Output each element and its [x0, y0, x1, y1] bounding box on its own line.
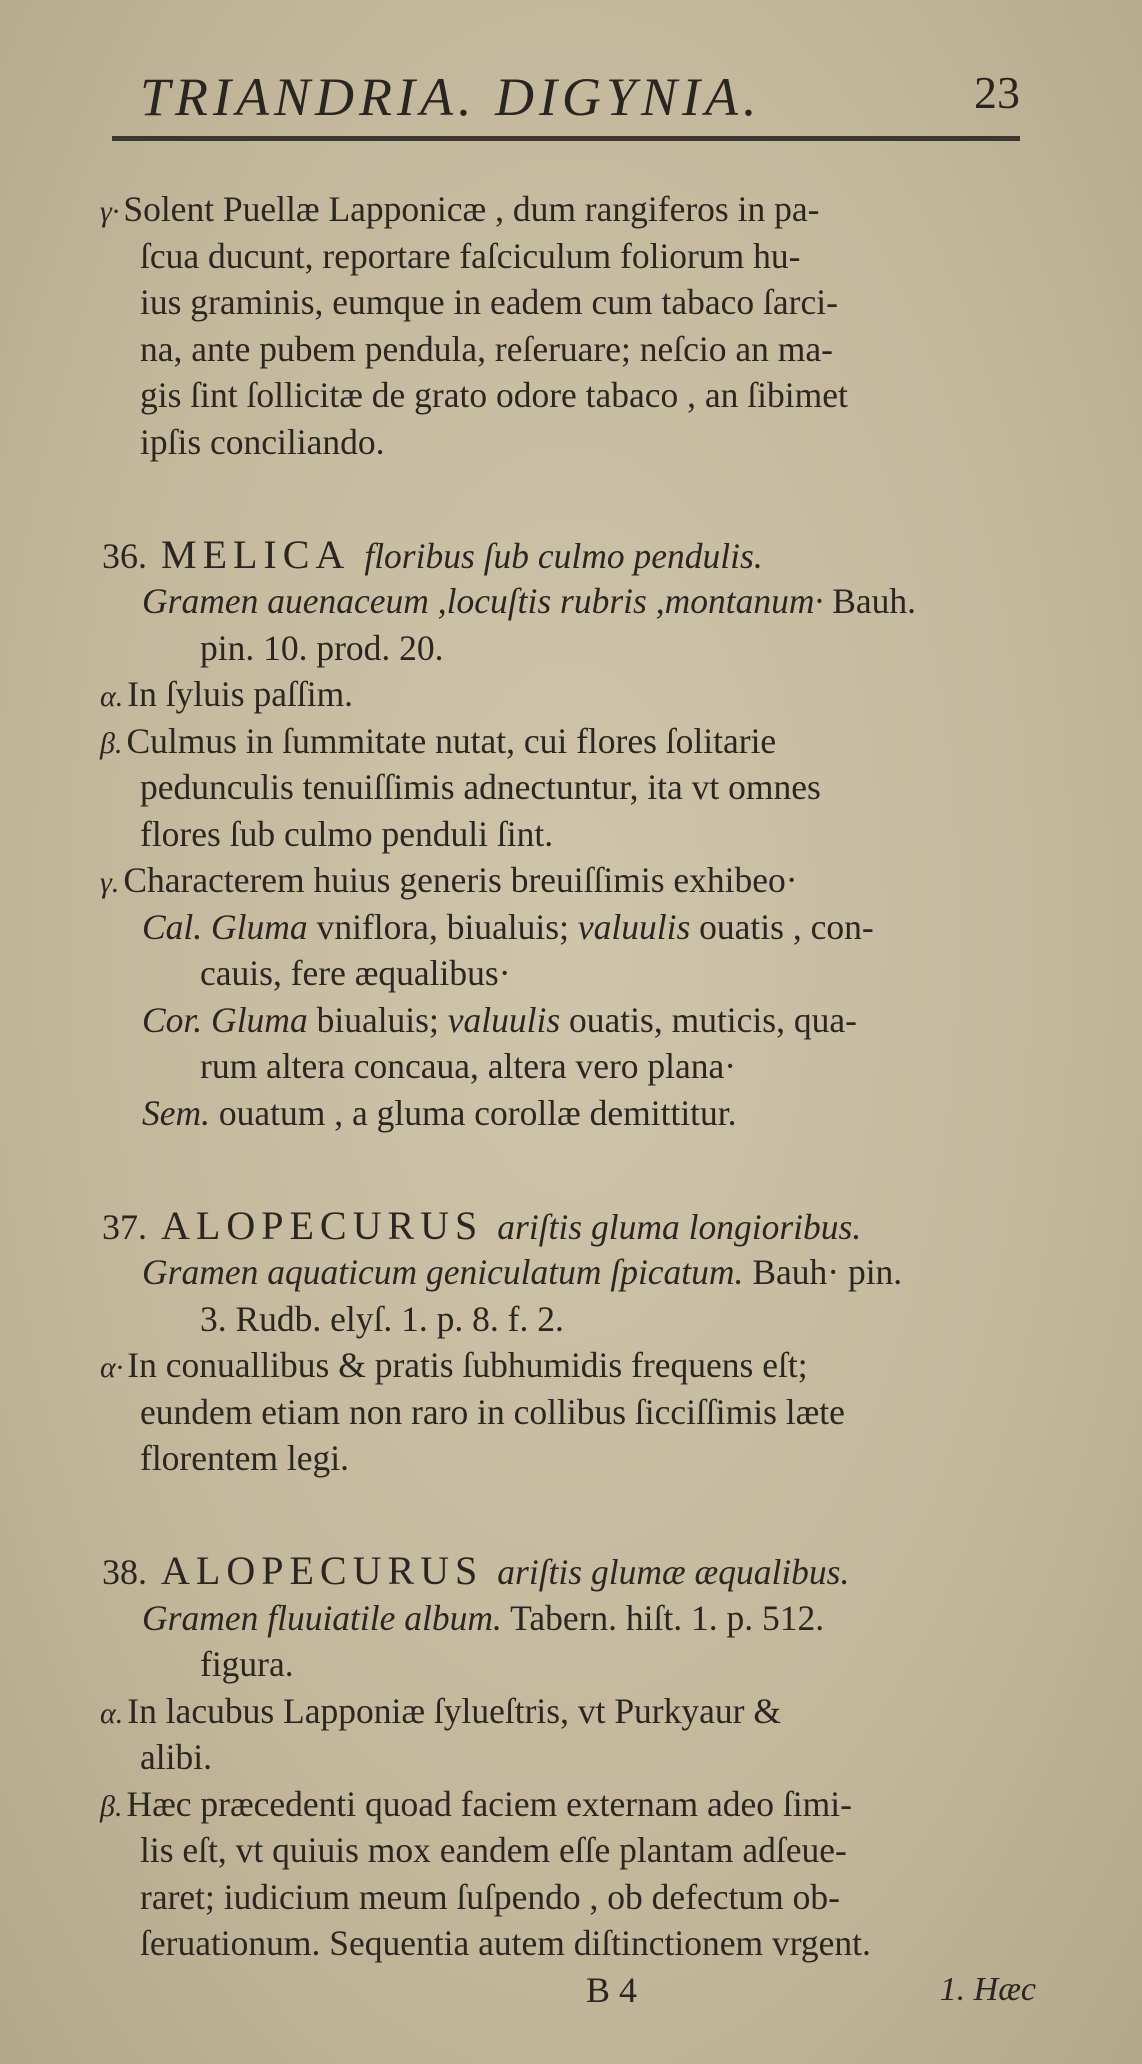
- character-corolla-cont: rum altera concaua, altera vero plana·: [200, 1046, 737, 1086]
- species-heading: [96, 1548, 1056, 1595]
- text-line: ſcua ducunt, reportare faſciculum foliorum hu-: [140, 235, 801, 276]
- paragraph-marker: α·: [100, 1351, 124, 1384]
- genus-name: ALOPECURUS: [161, 1202, 484, 1248]
- diagnosis: floribus ſub culmo pendulis.: [364, 535, 763, 576]
- catchword: 1. Hæc: [939, 1970, 1036, 2008]
- header-rule: [112, 136, 1020, 149]
- text-line: γ· Solent Puellæ Lapponicæ , dum rangiferos in pa-: [100, 189, 820, 229]
- paragraph-marker: β.: [100, 726, 123, 760]
- page-header: [140, 60, 1020, 130]
- character-calyx: Cal. Gluma vniflora, biualuis; valuulis ouatis , con-: [142, 906, 874, 947]
- text-line: na, ante pubem pendula, reſeruare; neſcio an ma-: [140, 328, 833, 369]
- species-entry-37: [96, 1203, 1056, 1482]
- running-title: TRIANDRIA. DIGYNIA.: [140, 67, 762, 127]
- text-line: α· In conuallibus & pratis ſubhumidis frequens eſt;: [100, 1345, 808, 1385]
- page-number: 23: [974, 67, 1020, 118]
- signature-mark: B 4: [586, 1969, 638, 2010]
- synonym-continuation: pin. 10. prod. 20.: [200, 627, 444, 668]
- species-entry-38: [96, 1548, 1056, 1967]
- species-heading: [96, 1203, 1056, 1250]
- text-line: β. Hæc præcedenti quoad faciem externam adeo ſimi-: [100, 1783, 852, 1824]
- genus-name: MELICA: [161, 531, 351, 577]
- synonym-continuation: figura.: [200, 1644, 294, 1684]
- text-line: gis ſint ſollicitæ de grato odore tabaco , an ſibimet: [140, 375, 848, 415]
- text-line: raret; iudicium meum ſuſpendo , ob defectum ob-: [140, 1876, 840, 1917]
- character-corolla: Cor. Gluma biualuis; valuulis ouatis, muticis, qua-: [142, 999, 857, 1040]
- species-number: 36.: [102, 535, 147, 576]
- species-heading: [96, 532, 1056, 579]
- entry-continuation: [96, 186, 1056, 465]
- synonym: Gramen aquaticum geniculatum ſpicatum. Bauh· pin.: [142, 1252, 903, 1292]
- page-footer: [96, 1967, 1056, 2014]
- diagnosis: ariſtis glumæ æqualibus.: [497, 1552, 850, 1592]
- text-line: γ. Characterem huius generis breuiſſimis exhibeo·: [100, 860, 798, 900]
- text-line: florentem legi.: [140, 1438, 349, 1478]
- character-calyx-cont: cauis, fere æqualibus·: [200, 953, 511, 993]
- species-number: 38.: [102, 1552, 147, 1592]
- text-line: pedunculis tenuiſſimis adnectuntur, ita vt omnes: [140, 767, 821, 807]
- body-text: [96, 186, 1056, 2013]
- synonym: Gramen fluuiatile album. Tabern. hiſt. 1. p. 512.: [142, 1597, 825, 1638]
- text-line: flores ſub culmo penduli ſint.: [140, 813, 554, 854]
- paragraph-marker: α.: [100, 1696, 124, 1730]
- paragraph-marker: β.: [100, 1789, 123, 1823]
- text-line: alibi.: [140, 1737, 212, 1777]
- synonym-continuation: 3. Rudb. elyſ. 1. p. 8. f. 2.: [200, 1298, 564, 1339]
- synonym: Gramen auenaceum ,locuſtis rubris ,montanum· Bauh.: [142, 581, 917, 621]
- character-seed: Sem. ouatum , a gluma corollæ demittitur.: [142, 1092, 737, 1133]
- text-line: ſeruationum. Sequentia autem diſtinctionem vrgent.: [140, 1923, 871, 1963]
- species-number: 37.: [102, 1206, 147, 1247]
- species-entry-36: [96, 532, 1056, 1137]
- text-line: eundem etiam non raro in collibus ſicciſſimis læte: [140, 1391, 845, 1432]
- paragraph-marker: γ·: [100, 195, 120, 228]
- paragraph-marker: γ.: [100, 866, 120, 899]
- text-line: α. In lacubus Lapponiæ ſylueſtris, vt Purkyaur &: [100, 1690, 781, 1731]
- text-line: α. In ſyluis paſſim.: [100, 674, 354, 714]
- text-line: ipſis conciliando.: [140, 421, 385, 462]
- text-line: lis eſt, vt quiuis mox eandem eſſe plantam adſeue-: [140, 1830, 847, 1870]
- text-line: ius graminis, eumque in eadem cum tabaco ſarci-: [140, 282, 838, 322]
- paragraph-marker: α.: [100, 680, 124, 713]
- diagnosis: ariſtis gluma longioribus.: [497, 1206, 862, 1247]
- genus-name: ALOPECURUS: [161, 1548, 484, 1593]
- text-line: β. Culmus in ſummitate nutat, cui flores ſolitarie: [100, 720, 777, 761]
